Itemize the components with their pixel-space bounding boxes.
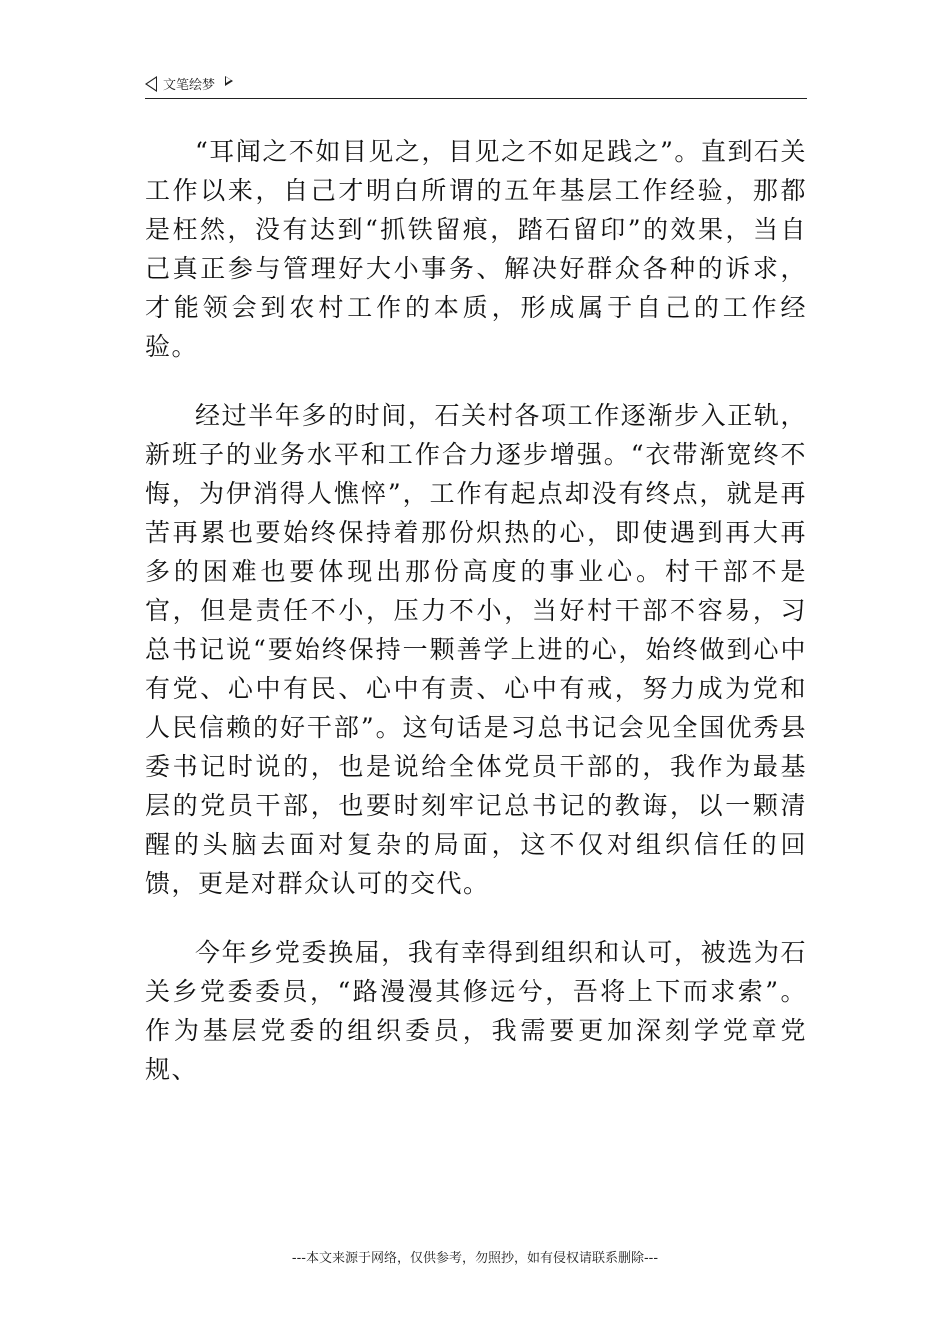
paragraph-1: “耳闻之不如目见之，目见之不如足践之”。直到石关工作以来，自己才明白所谓的五年基层工作经验，那都是枉然，没有达到“抓铁留痕，踏石留印”的效果，当自己真正参与管理好大小事务、解决好群众各种的诉求，才能领会到农村工作的本质，形成属于自己的工作经验。 — [145, 137, 807, 361]
header-title: 文笔绘梦 — [163, 78, 216, 93]
paragraph-2: 经过半年多的时间，石关村各项工作逐渐步入正轨，新班子的业务水平和工作合力逐步增强。“衣带渐宽终不悔，为伊消得人憔悴”，工作有起点却没有终点，就是再苦再累也要始终保持着那份炽热的心，即使遇到再大再多的困难也要体现出那份高度的事业心。村干部不是官，但是责任不小，压力不小，当好村干部不容易，习总书记说“要始终保持一颗善学上进的心，始终做到心中有党、心中有民、心中有责、心中有戒，努力成为党和人民信赖的好干部”。这句话是习总书记会见全国优秀县委书记时说的，也是说给全体党员干部的，我作为最基层的党员干部，也要时刻牢记总书记的教诲，以一颗清醒的头脑去面对复杂的局面，这不仅对组织信任的回馈，更是对群众认可的交代。 — [145, 401, 807, 898]
document-body — [145, 132, 807, 1119]
footer-notice: ---本文来源于网络，仅供参考，勿照抄，如有侵权请联系删除--- — [291, 1251, 659, 1266]
header-title-group — [145, 74, 233, 93]
page-header — [145, 72, 807, 99]
triangle-left-icon — [145, 76, 157, 92]
triangle-right-icon — [225, 76, 233, 86]
paragraph-3: 今年乡党委换届，我有幸得到组织和认可，被选为石关乡党委委员，“路漫漫其修远兮，吾将上下而求索”。作为基层党委的组织委员，我需要更加深刻学党章党规、 — [145, 938, 807, 1084]
